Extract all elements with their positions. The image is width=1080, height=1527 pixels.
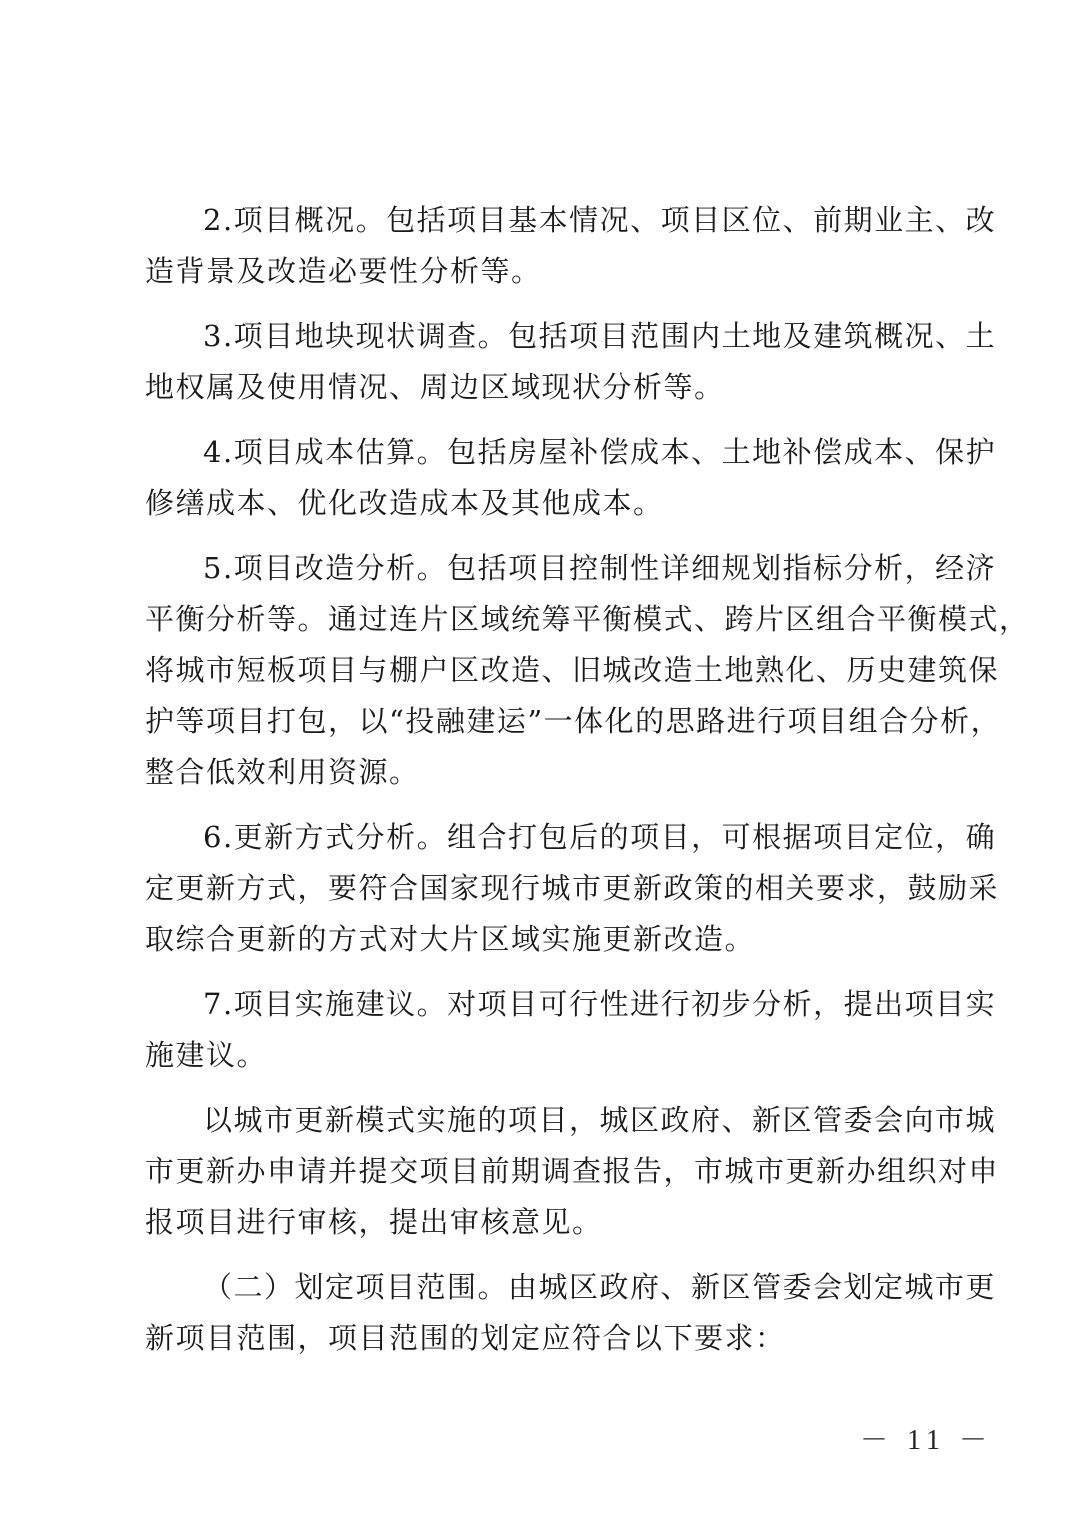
paragraph-item-4 [145, 427, 997, 529]
paragraph-line: 7.项目实施建议。对项目可行性进行初步分析，提出项目实 [203, 987, 997, 1021]
paragraph-line: 将城市短板项目与棚户区改造、旧城改造土地熟化、历史建筑保 [145, 653, 1000, 687]
paragraph-item-3 [145, 311, 997, 413]
paragraph-section-2 [145, 1262, 997, 1364]
paragraph-line: 护等项目打包，以“投融建运”一体化的思路进行项目组合分析， [145, 704, 1002, 738]
paragraph-line: 报项目进行审核，提出审核意见。 [145, 1205, 603, 1239]
paragraph-line: 6.更新方式分析。组合打包后的项目，可根据项目定位，确 [203, 820, 997, 854]
paragraph-line: 整合低效利用资源。 [145, 755, 420, 789]
paragraph-line: 修缮成本、优化改造成本及其他成本。 [145, 486, 664, 520]
paragraph-item-5 [145, 543, 1030, 798]
paragraph-line: 施建议。 [145, 1038, 268, 1072]
paragraph-line: 定更新方式，要符合国家现行城市更新政策的相关要求，鼓励采 [145, 871, 1000, 905]
paragraph-line: 地权属及使用情况、周边区域现状分析等。 [145, 370, 725, 404]
paragraph-line: 5.项目改造分析。包括项目控制性详细规划指标分析，经济 [203, 551, 997, 585]
paragraph-item-7 [145, 979, 997, 1081]
paragraph-item-6 [145, 812, 1000, 965]
paragraph-line: 3.项目地块现状调查。包括项目范围内土地及建筑概况、土 [203, 319, 997, 353]
paragraph-line: （二）划定项目范围。由城区政府、新区管委会划定城市更 [203, 1270, 997, 1304]
paragraph-line: 市更新办申请并提交项目前期调查报告，市城市更新办组织对申 [145, 1154, 1000, 1188]
document-body [145, 195, 1030, 1364]
paragraph-line: 新项目范围，项目范围的划定应符合以下要求： [145, 1321, 786, 1355]
paragraph-line: 以城市更新模式实施的项目，城区政府、新区管委会向市城 [203, 1103, 997, 1137]
paragraph-item-2 [145, 195, 997, 297]
paragraph-line: 平衡分析等。通过连片区域统筹平衡模式、跨片区组合平衡模式， [145, 602, 1030, 636]
paragraph-submission [145, 1095, 1000, 1248]
paragraph-line: 造背景及改造必要性分析等。 [145, 254, 542, 288]
paragraph-line: 2.项目概况。包括项目基本情况、项目区位、前期业主、改 [203, 203, 997, 237]
page-number: － 11 － [860, 1425, 993, 1456]
paragraph-line: 取综合更新的方式对大片区域实施更新改造。 [145, 922, 756, 956]
paragraph-line: 4.项目成本估算。包括房屋补偿成本、土地补偿成本、保护 [203, 435, 997, 469]
